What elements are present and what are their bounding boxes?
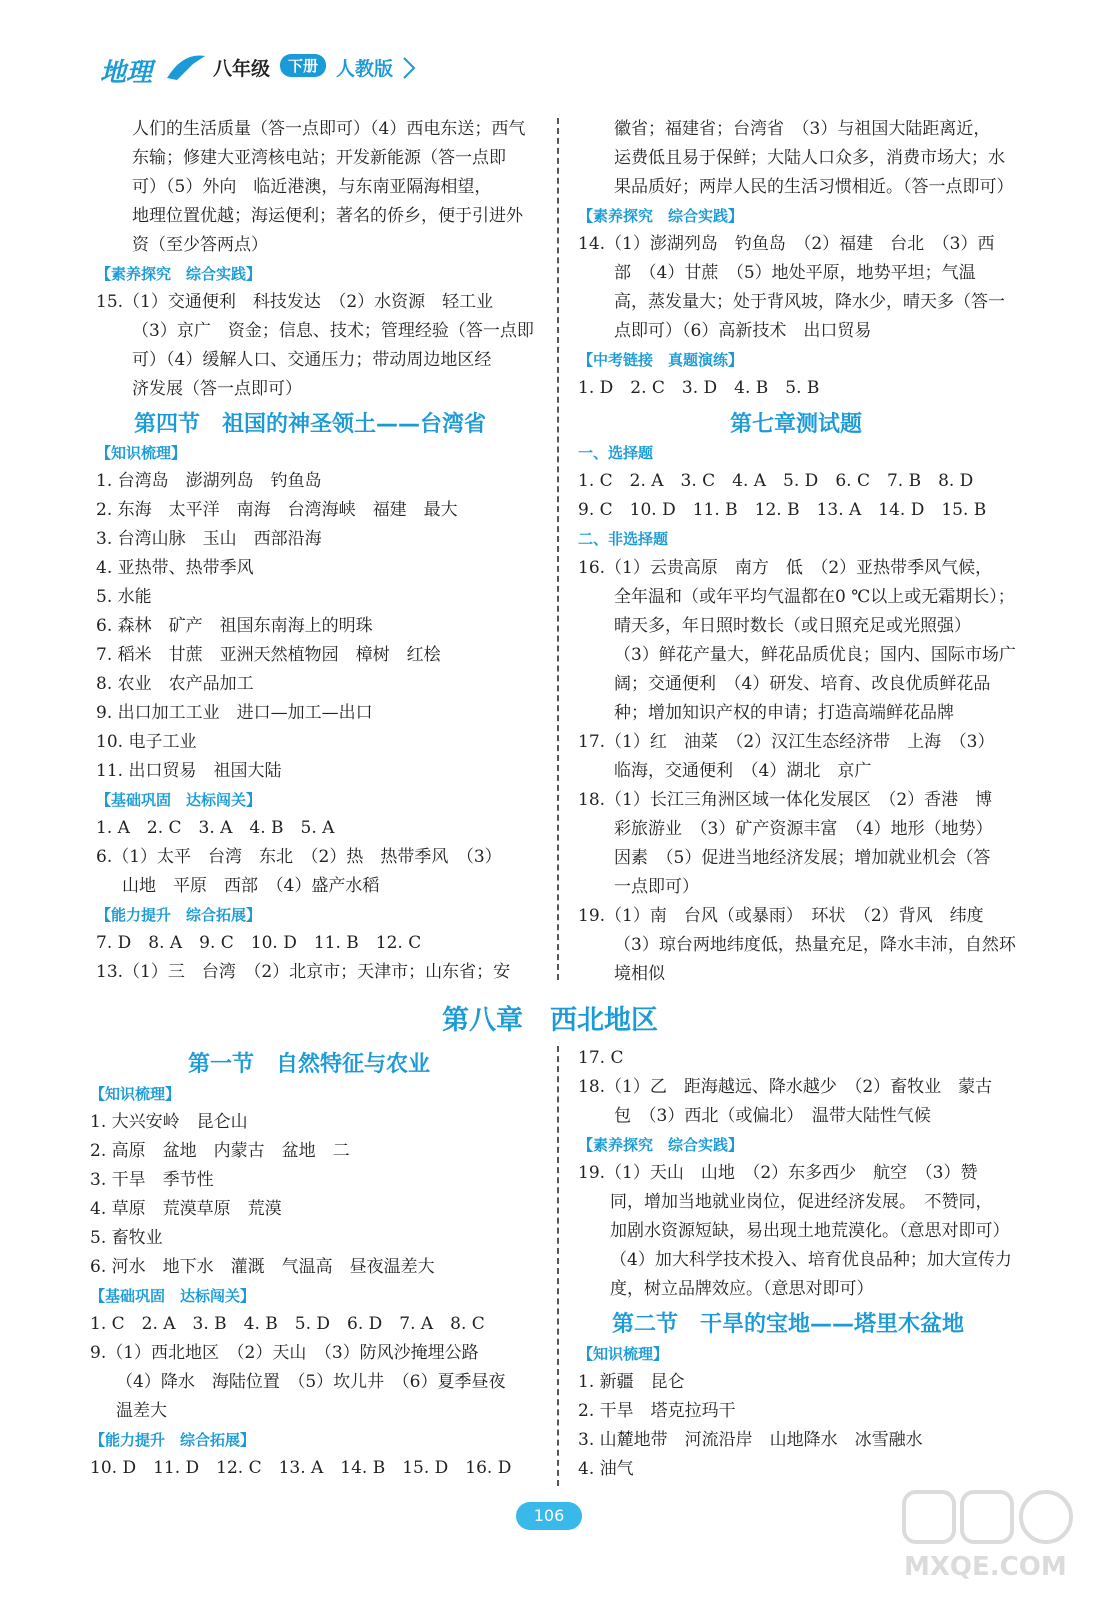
text-line: 17. C [578, 1048, 624, 1068]
text-line: 17.（1）红 油菜 （2）汉江生态经济带 上海 （3） [578, 732, 995, 752]
logo-swoosh-icon [163, 50, 209, 84]
section-heading: 第七章测试题 [730, 412, 863, 437]
watermark-logo [900, 1488, 1080, 1588]
section-label: 【知识梳理】 [90, 1085, 181, 1103]
text-line: （4）加大科学技术投入、培育优良品种；加大宣传力 [610, 1250, 1012, 1270]
text-line: （4）降水 海陆位置 （5）坎儿井 （6）夏季昼夜 [116, 1372, 506, 1392]
section-label: 【素养探究 综合实践】 [96, 265, 262, 283]
list-item: 6. 河水 地下水 灌溉 气温高 昼夜温差大 [90, 1257, 435, 1277]
text-line: 山地 平原 西部 （4）盛产水稻 [122, 876, 380, 896]
text-line: 东输；修建大亚湾核电站；开发新能源（答一点即 [132, 148, 506, 168]
section-label: 【能力提升 综合拓展】 [96, 906, 262, 924]
text-line: （3）琼台两地纬度低，热量充足，降水丰沛，自然环 [614, 935, 1016, 955]
text-line: 1. A 2. C 3. A 4. B 5. A [96, 818, 335, 838]
text-line: 种；增加知识产权的申请；打造高端鲜花品牌 [614, 703, 954, 723]
chapter-title: 第八章 西北地区 [442, 1005, 658, 1036]
text-line: 温差大 [116, 1401, 167, 1421]
text-line: 运费低且易于保鲜；大陆人口众多，消费市场大；水 [614, 148, 1005, 168]
list-item: 7. 稻米 甘蔗 亚洲天然植物园 樟树 红桧 [96, 645, 441, 665]
chevron-right-icon [402, 56, 416, 80]
section-label: 【素养探究 综合实践】 [578, 207, 744, 225]
list-item: 5. 畜牧业 [90, 1228, 163, 1248]
text-line: 彩旅游业 （3）矿产资源丰富 （4）地形（地势） [614, 819, 993, 839]
text-line: 13.（1）三 台湾 （2）北京市；天津市；山东省；安 [96, 962, 511, 982]
section-heading: 第二节 干旱的宝地——塔里木盆地 [612, 1312, 965, 1337]
text-line: 晴天多，年日照时数长（或日照充足或光照强） [614, 616, 971, 636]
term-badge: 下册 [280, 54, 326, 77]
list-item: 4. 油气 [578, 1459, 634, 1479]
text-line: 19.（1）南 台风（或暴雨） 环状 （2）背风 纬度 [578, 906, 984, 926]
text-line: 1. C 2. A 3. C 4. A 5. D 6. C 7. B 8. D [578, 471, 974, 491]
list-item: 4. 亚热带、热带季风 [96, 558, 254, 578]
list-item: 11. 出口贸易 祖国大陆 [96, 761, 282, 781]
text-line: 可）（4）缓解人口、交通压力；带动周边地区经 [132, 350, 492, 370]
text-line: 全年温和（或年平均气温都在0 ℃以上或无霜期长）； [614, 587, 1015, 607]
text-line: 部 （4）甘蔗 （5）地处平原，地势平坦；气温 [614, 263, 976, 283]
text-line: 济发展（答一点即可） [132, 379, 302, 399]
text-line: 一点即可） [614, 877, 699, 897]
text-line: 19.（1）天山 山地 （2）东多西少 航空 （3）赞 [578, 1163, 978, 1183]
list-item: 10. 电子工业 [96, 732, 197, 752]
text-line: 14.（1）澎湖列岛 钓鱼岛 （2）福建 台北 （3）西 [578, 234, 995, 254]
text-line: 徽省；福建省；台湾省 （3）与祖国大陆距离近， [614, 119, 991, 139]
list-item: 8. 农业 农产品加工 [96, 674, 254, 694]
text-line: （3）鲜花产量大，鲜花品质优良；国内、国际市场广 [614, 645, 1016, 665]
text-line: 10. D 11. D 12. C 13. A 14. B 15. D 16. D [90, 1458, 512, 1478]
edition-label: 人教版 [336, 58, 394, 80]
text-line: 阔；交通便利 （4）研发、培育、改良优质鲜花品 [614, 674, 991, 694]
text-line: 资（至少答两点） [132, 235, 268, 255]
watermark-text: MXQE.COM [904, 1552, 1067, 1582]
text-line: 加剧水资源短缺，易出现土地荒漠化。（意思对即可） [610, 1221, 1010, 1241]
text-line: 地理位置优越；海运便利；著名的侨乡，便于引进外 [132, 206, 523, 226]
text-line: 人们的生活质量（答一点即可）（4）西电东送；西气 [132, 119, 526, 139]
section-heading: 第一节 自然特征与农业 [188, 1052, 431, 1077]
text-line: 境相似 [614, 964, 665, 984]
list-item: 1. 台湾岛 澎湖列岛 钓鱼岛 [96, 471, 322, 491]
section-label: 【基础巩固 达标闯关】 [96, 791, 262, 809]
list-item: 1. 新疆 昆仑 [578, 1372, 685, 1392]
text-line: 16.（1）云贵高原 南方 低 （2）亚热带季风气候， [578, 558, 993, 578]
text-line: 可）（5）外向 临近港澳，与东南亚隔海相望， [132, 177, 492, 197]
list-item: 9. 出口加工工业 进口—加工—出口 [96, 703, 373, 723]
text-line: 15.（1）交通便利 科技发达 （2）水资源 轻工业 [96, 292, 494, 312]
list-item: 3. 干旱 季节性 [90, 1170, 214, 1190]
text-line: 9. C 10. D 11. B 12. B 13. A 14. D 15. B [578, 500, 987, 520]
list-item: 1. 大兴安岭 昆仑山 [90, 1112, 248, 1132]
text-line: 临海，交通便利 （4）湖北 京广 [614, 761, 872, 781]
text-line: 包 （3）西北（或偏北） 温带大陆性气候 [614, 1106, 931, 1126]
text-line: 果品质好；两岸人民的生活习惯相近。（答一点即可） [614, 177, 1014, 197]
text-line: 1. C 2. A 3. B 4. B 5. D 6. D 7. A 8. C [90, 1314, 485, 1334]
section-label: 一、选择题 [578, 444, 654, 462]
text-line: 因素 （5）促进当地经济发展；增加就业机会（答 [614, 848, 991, 868]
section-heading: 第四节 祖国的神圣领土——台湾省 [134, 412, 487, 437]
text-line: 点即可）（6）高新技术 出口贸易 [614, 321, 872, 341]
list-item: 6. 森林 矿产 祖国东南海上的明珠 [96, 616, 373, 636]
text-line: 7. D 8. A 9. C 10. D 11. B 12. C [96, 933, 422, 953]
section-label: 【素养探究 综合实践】 [578, 1136, 744, 1154]
list-item: 2. 高原 盆地 内蒙古 盆地 二 [90, 1141, 350, 1161]
text-line: （3）京广 资金；信息、技术；管理经验（答一点即 [132, 321, 534, 341]
text-line: 18.（1）长江三角洲区域一体化发展区 （2）香港 博 [578, 790, 993, 810]
section-label: 【能力提升 综合拓展】 [90, 1431, 256, 1449]
section-label: 【中考链接 真题演练】 [578, 351, 744, 369]
list-item: 3. 山麓地带 河流沿岸 山地降水 冰雪融水 [578, 1430, 923, 1450]
list-item: 5. 水能 [96, 587, 152, 607]
section-label: 【知识梳理】 [96, 444, 187, 462]
section-label: 【基础巩固 达标闯关】 [90, 1287, 256, 1305]
text-line: 高，蒸发量大；处于背风坡，降水少，晴天多（答一 [614, 292, 1005, 312]
text-line: 1. D 2. C 3. D 4. B 5. B [578, 378, 820, 398]
list-item: 2. 干旱 塔克拉玛干 [578, 1401, 736, 1421]
section-label: 二、非选择题 [578, 530, 669, 548]
page-number: 106 [516, 1502, 582, 1530]
logo: 地理 [100, 58, 153, 88]
column-divider [557, 118, 559, 980]
text-line: 度，树立品牌效应。（意思对即可） [610, 1279, 874, 1299]
text-line: 同，增加当地就业岗位，促进经济发展。 不赞同， [610, 1192, 993, 1212]
column-divider [557, 1046, 559, 1486]
list-item: 3. 台湾山脉 玉山 西部沿海 [96, 529, 322, 549]
section-label: 【知识梳理】 [578, 1345, 669, 1363]
text-line: 18.（1）乙 距海越远、降水越少 （2）畜牧业 蒙古 [578, 1077, 993, 1097]
list-item: 2. 东海 太平洋 南海 台湾海峡 福建 最大 [96, 500, 458, 520]
text-line: 6.（1）太平 台湾 东北 （2）热 热带季风 （3） [96, 847, 502, 867]
text-line: 9.（1）西北地区 （2）天山 （3）防风沙掩埋公路 [90, 1343, 479, 1363]
grade-label: 八年级 [213, 58, 271, 80]
list-item: 4. 草原 荒漠草原 荒漠 [90, 1199, 282, 1219]
